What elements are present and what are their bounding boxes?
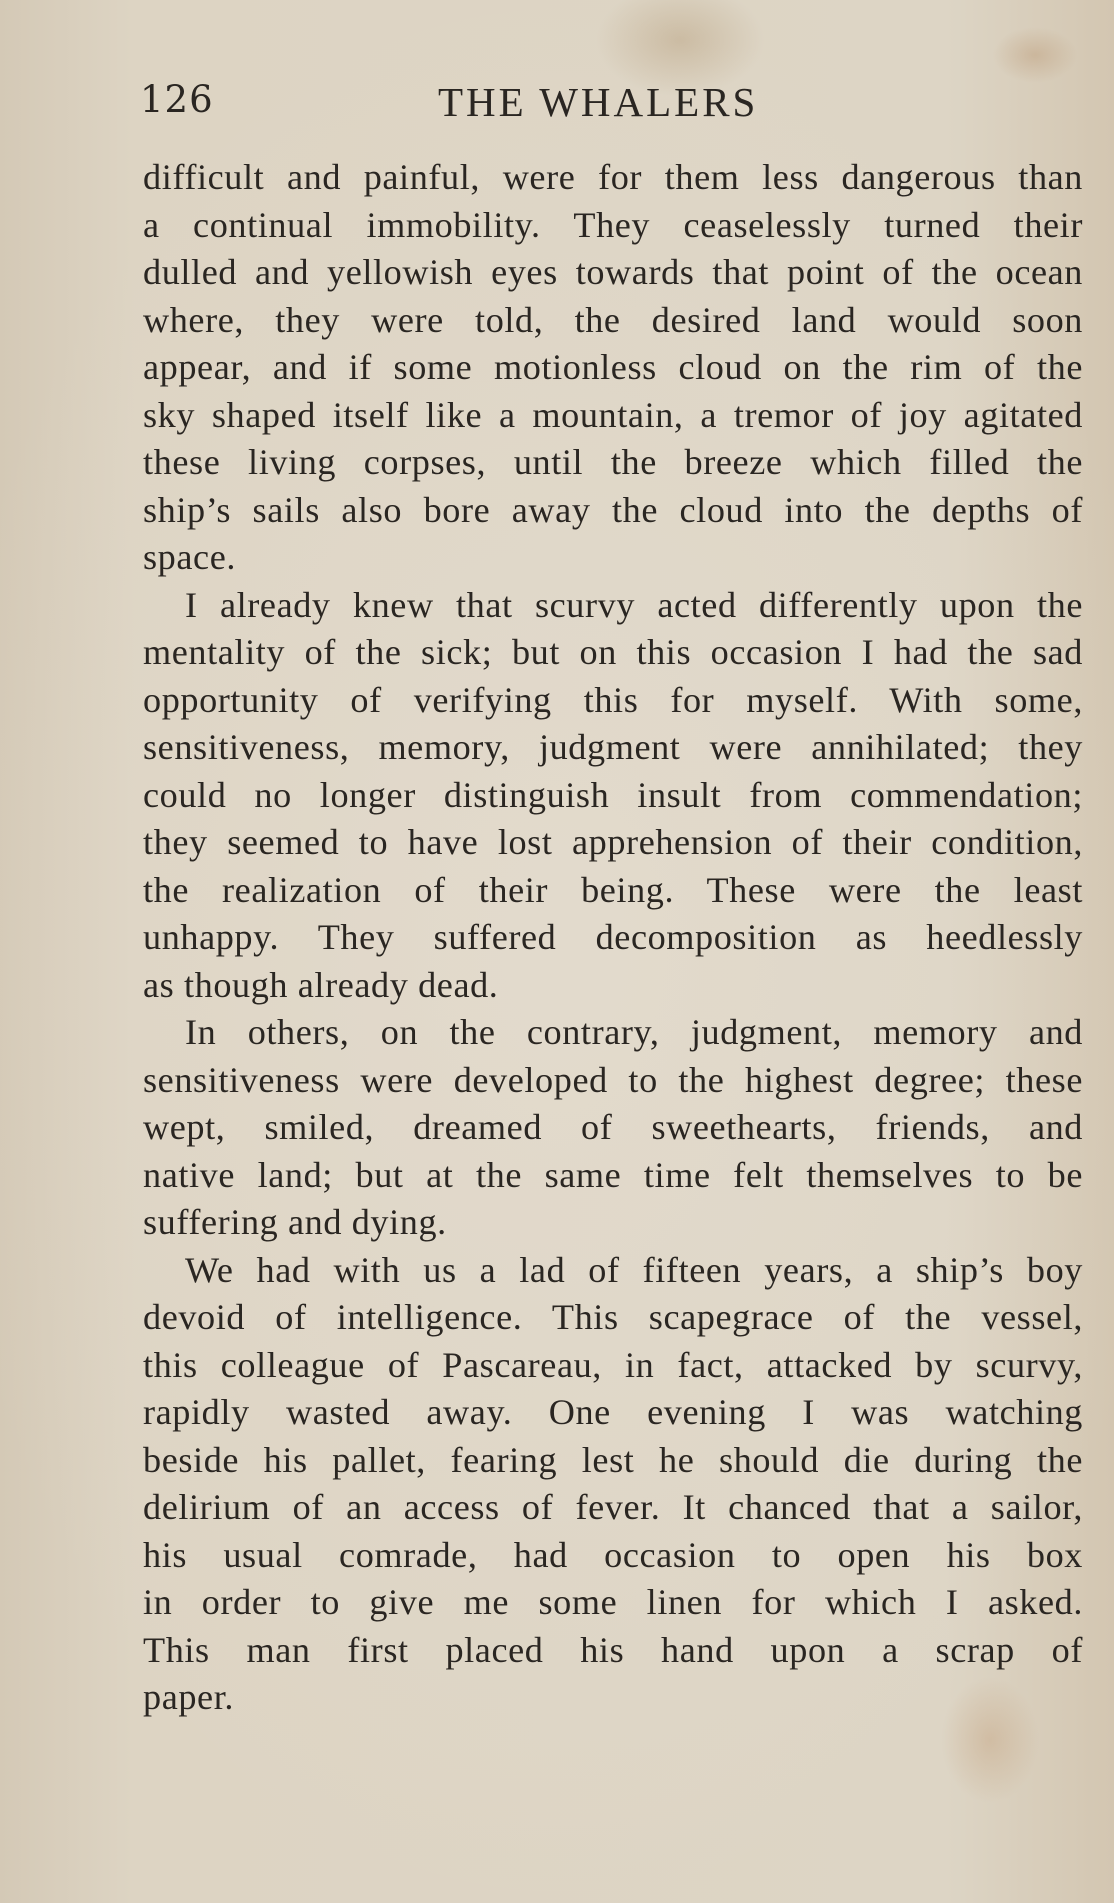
- paragraph-end-line: as though already dead.: [143, 964, 499, 1005]
- text-line: ship’s sails also bore away the cloud into the depths of: [143, 489, 1083, 530]
- text-line: wept, smiled, dreamed of sweethearts, friends, and: [143, 1107, 1083, 1147]
- text-line: sensitiveness were developed to the highest degree; these: [143, 1059, 1083, 1100]
- text-line: beside his pallet, fearing lest he should die during the: [143, 1439, 1083, 1480]
- text-line: in order to give me some linen for which I asked.: [143, 1582, 1083, 1622]
- text-line: opportunity of verifying this for myself. With some,: [143, 679, 1083, 720]
- text-line: difficult and painful, were for them less dangerous than: [143, 157, 1083, 197]
- paragraph-end-line: paper.: [143, 1677, 235, 1717]
- text-line: could no longer distinguish insult from commendation;: [143, 774, 1083, 815]
- paragraph-start-line: We had with us a lad of fifteen years, a ship’s boy: [185, 1249, 1083, 1290]
- text-line: a continual immobility. They ceaselessly turned their: [143, 204, 1083, 245]
- text-line: delirium of an access of fever. It chanced that a sailor,: [143, 1487, 1083, 1527]
- text-line: the realization of their being. These were the least: [143, 869, 1083, 910]
- paragraph-start-line: I already knew that scurvy acted differently upon the: [185, 584, 1083, 625]
- text-line: this colleague of Pascareau, in fact, attacked by scurvy,: [143, 1344, 1083, 1385]
- text-line: unhappy. They suffered decomposition as heedlessly: [143, 917, 1083, 957]
- body-text: [143, 154, 1083, 1722]
- text-line: sky shaped itself like a mountain, a tremor of joy agitated: [143, 394, 1083, 435]
- text-line: rapidly wasted away. One evening I was watching: [143, 1392, 1083, 1432]
- page-number: 126: [140, 78, 214, 121]
- text-line: dulled and yellowish eyes towards that point of the ocean: [143, 252, 1083, 292]
- text-line: devoid of intelligence. This scapegrace of the vessel,: [143, 1297, 1083, 1337]
- running-head: [140, 78, 1085, 128]
- text-line: sensitiveness, memory, judgment were annihilated; they: [143, 727, 1083, 767]
- text-line: This man first placed his hand upon a scrap of: [143, 1629, 1083, 1670]
- paragraph-start-line: In others, on the contrary, judgment, memory and: [185, 1012, 1083, 1052]
- text-line: mentality of the sick; but on this occasion I had the sad: [143, 632, 1083, 672]
- text-line: appear, and if some motionless cloud on the rim of the: [143, 347, 1083, 387]
- text-line: native land; but at the same time felt themselves to be: [143, 1154, 1083, 1195]
- paragraph-end-line: space.: [143, 537, 237, 577]
- text-line: they seemed to have lost apprehension of their condition,: [143, 822, 1083, 862]
- text-line: where, they were told, the desired land would soon: [143, 299, 1083, 340]
- running-title: THE WHALERS: [438, 79, 759, 125]
- text-line: his usual comrade, had occasion to open his box: [143, 1534, 1083, 1575]
- paragraph-end-line: suffering and dying.: [143, 1202, 447, 1242]
- text-line: these living corpses, until the breeze which filled the: [143, 442, 1083, 482]
